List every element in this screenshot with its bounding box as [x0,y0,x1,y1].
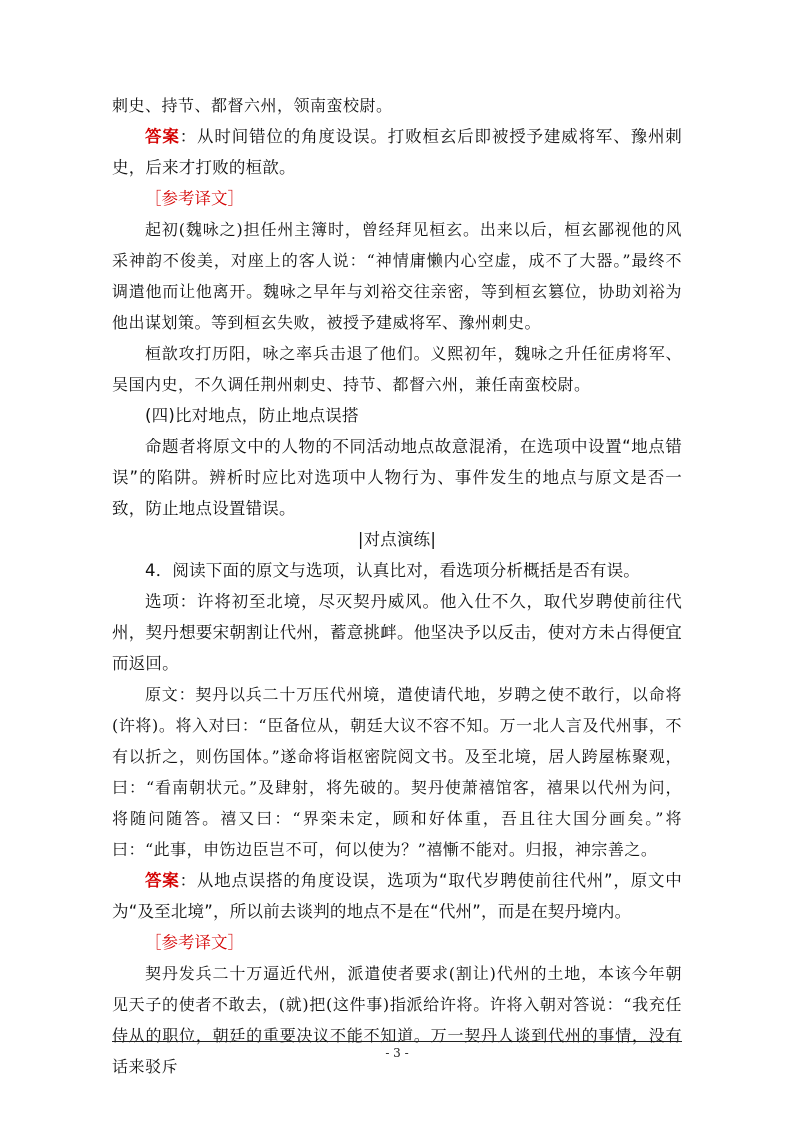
answer-paragraph-2 [112,865,682,927]
reference-translation-title-1: ［参考译文］ [145,189,244,208]
question-4: 4．阅读下面的原文与选项，认真比对，看选项分析概括是否有误。 [145,561,640,580]
answer-text-1: ：从时间错位的角度设误。打败桓玄后即被授予建威将军、豫州刺史，后来才打败的桓歆。 [112,127,682,177]
reference-paragraph-3: 契丹发兵二十万逼近代州，派遣使者要求(割让)代州的土地，本该今年朝见天子的使者不敢去，(就)把(这件事)指派给许将。许将入朝对答说：“我充任侍从的职位，朝廷的重要决议不能不知道。万一契丹人谈到代州的事情，没有话来驳斥 [112,964,682,1076]
reference-paragraph-2: 桓歆攻打历阳，咏之率兵击退了他们。义熙初年，魏咏之升任征虏将军、吴国内史，不久调任荆州刺史、持节、都督六州，兼任南蛮校尉。 [112,344,682,394]
reference-paragraph-1: 起初(魏咏之)担任州主簿时，曾经拜见桓玄。出来以后，桓玄鄙视他的风采神韵不俊美，对座上的客人说：“神情庸懒内心空虚，成不了大器。”最终不调遣他而让他离开。魏咏之早年与刘裕交往亲密，等到桓玄篡位，协助刘裕为他出谋划策。等到桓玄失败，被授予建威将军、豫州刺史。 [112,220,682,332]
answer-label-2: 答案 [145,871,180,890]
section-heading: (四)比对地点，防止地点误搭 [145,406,359,425]
answer-label-1: 答案 [145,127,180,146]
practice-title: |对点演练| [357,530,437,549]
page-number: - 3 - [385,1046,409,1060]
option-paragraph: 选项：许将初至北境，尽灭契丹威风。他入仕不久，取代岁聘使前往代州，契丹想要宋朝割让代州，蓄意挑衅。他坚决予以反击，使对方未占得便宜而返回。 [112,592,682,673]
answer-paragraph-1 [112,121,682,183]
section-description: 命题者将原文中的人物的不同活动地点故意混淆，在选项中设置“地点错误”的陷阱。辨析时应比对选项中人物行为、事件发生的地点与原文是否一致，防止地点设置错误。 [112,437,682,518]
original-text-paragraph: 原文：契丹以兵二十万压代州境，遣使请代地，岁聘之使不敢行，以命将(许将)。将入对曰：“臣备位从，朝廷大议不容不知。万一北人言及代州事，不有以折之，则伤国体。”遂命将诣枢密院阅文书。及至北境，居人跨屋栋聚观，曰：“看南朝状元。”及肆射，将先破的。契丹使萧禧馆客，禧果以代州为问，将随问随答。禧又曰：“界栾未定，顾和好体重，吾且往大国分画矣。”将曰：“此事，申饬边臣岂不可，何以使为？”禧慚不能对。归报，神宗善之。 [112,685,682,859]
answer-text-2: ：从地点误搭的角度设误，选项为“取代岁聘使前往代州”，原文中为“及至北境”，所以前去谈判的地点不是在“代州”，而是在契丹境内。 [112,871,682,921]
footer-divider [112,1041,682,1042]
document-body [112,90,682,1082]
text-line-top: 刺史、持节、都督六州，领南蛮校尉。 [112,96,393,115]
reference-translation-title-2: ［参考译文］ [145,933,244,952]
